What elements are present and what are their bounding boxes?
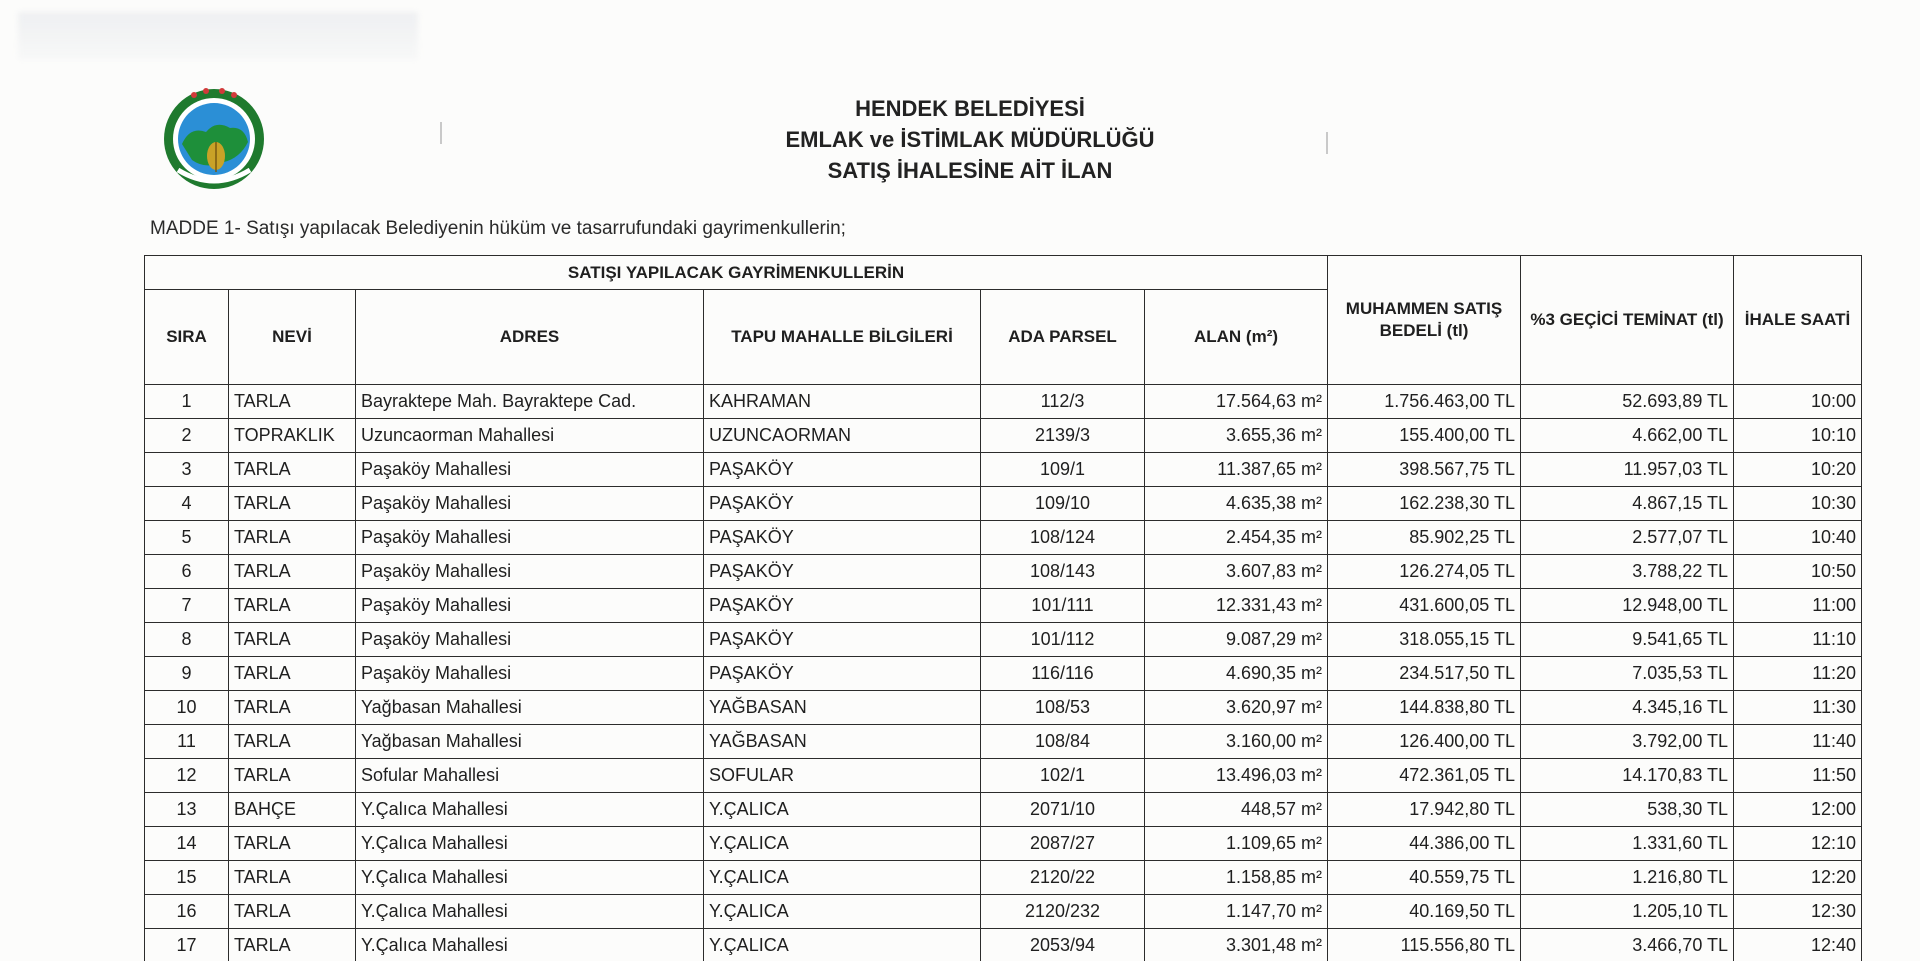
cell-bedel: 115.556,80 TL — [1328, 929, 1521, 961]
cell-nevi: TOPRAKLIK — [229, 419, 356, 453]
cell-ada-parsel: 109/1 — [981, 453, 1145, 487]
table-row — [145, 623, 1862, 657]
cell-alan: 4.635,38 m² — [1145, 487, 1328, 521]
cell-adres: Y.Çalıca Mahallesi — [356, 929, 704, 961]
cell-adres: Paşaköy Mahallesi — [356, 589, 704, 623]
cell-tapu: Y.ÇALICA — [704, 895, 981, 929]
cell-tapu: PAŞAKÖY — [704, 555, 981, 589]
cell-tapu: UZUNCAORMAN — [704, 419, 981, 453]
cell-saat: 10:20 — [1734, 453, 1862, 487]
cell-teminat: 14.170,83 TL — [1521, 759, 1734, 793]
cell-nevi: TARLA — [229, 895, 356, 929]
cell-adres: Paşaköy Mahallesi — [356, 555, 704, 589]
cell-teminat: 9.541,65 TL — [1521, 623, 1734, 657]
cell-sira: 8 — [145, 623, 229, 657]
cell-ada-parsel: 108/84 — [981, 725, 1145, 759]
column-header-saat: İHALE SAATİ — [1734, 256, 1862, 385]
cell-bedel: 1.756.463,00 TL — [1328, 385, 1521, 419]
cell-saat: 12:30 — [1734, 895, 1862, 929]
cell-saat: 10:00 — [1734, 385, 1862, 419]
cell-sira: 1 — [145, 385, 229, 419]
cell-ada-parsel: 108/143 — [981, 555, 1145, 589]
cell-bedel: 162.238,30 TL — [1328, 487, 1521, 521]
cell-nevi: TARLA — [229, 555, 356, 589]
cell-alan: 17.564,63 m² — [1145, 385, 1328, 419]
column-header-sira: SIRA — [145, 290, 229, 385]
cell-tapu: PAŞAKÖY — [704, 487, 981, 521]
cell-sira: 5 — [145, 521, 229, 555]
table-row — [145, 793, 1862, 827]
cell-adres: Sofular Mahallesi — [356, 759, 704, 793]
cell-ada-parsel: 112/3 — [981, 385, 1145, 419]
cell-sira: 3 — [145, 453, 229, 487]
cell-adres: Y.Çalıca Mahallesi — [356, 895, 704, 929]
cell-sira: 4 — [145, 487, 229, 521]
cell-sira: 13 — [145, 793, 229, 827]
header-line-announcement: SATIŞ İHALESİNE AİT İLAN — [827, 158, 1113, 183]
cell-saat: 11:10 — [1734, 623, 1862, 657]
cell-nevi: TARLA — [229, 521, 356, 555]
cell-bedel: 144.838,80 TL — [1328, 691, 1521, 725]
cell-teminat: 1.216,80 TL — [1521, 861, 1734, 895]
cell-nevi: TARLA — [229, 623, 356, 657]
cell-alan: 1.147,70 m² — [1145, 895, 1328, 929]
table-body — [145, 385, 1862, 961]
column-header-ada: ADA PARSEL — [981, 290, 1145, 385]
cell-nevi: TARLA — [229, 589, 356, 623]
cell-nevi: TARLA — [229, 385, 356, 419]
table-row — [145, 521, 1862, 555]
cell-sira: 2 — [145, 419, 229, 453]
cell-adres: Y.Çalıca Mahallesi — [356, 861, 704, 895]
cell-adres: Bayraktepe Mah. Bayraktepe Cad. — [356, 385, 704, 419]
cell-sira: 14 — [145, 827, 229, 861]
scan-mark — [440, 122, 442, 144]
cell-tapu: PAŞAKÖY — [704, 623, 981, 657]
cell-tapu: SOFULAR — [704, 759, 981, 793]
cell-tapu: KAHRAMAN — [704, 385, 981, 419]
cell-nevi: TARLA — [229, 725, 356, 759]
column-header-nevi: NEVİ — [229, 290, 356, 385]
cell-adres: Paşaköy Mahallesi — [356, 657, 704, 691]
header-line-department: EMLAK ve İSTİMLAK MÜDÜRLÜĞÜ — [785, 127, 1155, 152]
cell-teminat: 4.662,00 TL — [1521, 419, 1734, 453]
cell-saat: 11:20 — [1734, 657, 1862, 691]
cell-ada-parsel: 102/1 — [981, 759, 1145, 793]
cell-nevi: TARLA — [229, 691, 356, 725]
cell-tapu: Y.ÇALICA — [704, 827, 981, 861]
cell-saat: 11:50 — [1734, 759, 1862, 793]
group-header-properties: SATIŞI YAPILACAK GAYRİMENKULLERİN — [145, 256, 1328, 290]
cell-bedel: 40.559,75 TL — [1328, 861, 1521, 895]
cell-sira: 12 — [145, 759, 229, 793]
table-row — [145, 453, 1862, 487]
cell-sira: 11 — [145, 725, 229, 759]
cell-saat: 12:00 — [1734, 793, 1862, 827]
cell-ada-parsel: 2087/27 — [981, 827, 1145, 861]
cell-alan: 3.160,00 m² — [1145, 725, 1328, 759]
cell-adres: Y.Çalıca Mahallesi — [356, 827, 704, 861]
cell-alan: 4.690,35 m² — [1145, 657, 1328, 691]
cell-tapu: Y.ÇALICA — [704, 929, 981, 961]
cell-ada-parsel: 109/10 — [981, 487, 1145, 521]
cell-bedel: 155.400,00 TL — [1328, 419, 1521, 453]
cell-sira: 17 — [145, 929, 229, 961]
cell-sira: 7 — [145, 589, 229, 623]
cell-sira: 16 — [145, 895, 229, 929]
cell-nevi: TARLA — [229, 861, 356, 895]
cell-tapu: PAŞAKÖY — [704, 657, 981, 691]
cell-nevi: TARLA — [229, 487, 356, 521]
cell-teminat: 4.345,16 TL — [1521, 691, 1734, 725]
cell-ada-parsel: 101/111 — [981, 589, 1145, 623]
cell-tapu: YAĞBASAN — [704, 725, 981, 759]
cell-adres: Paşaköy Mahallesi — [356, 623, 704, 657]
cell-tapu: PAŞAKÖY — [704, 589, 981, 623]
column-header-tapu: TAPU MAHALLE BİLGİLERİ — [704, 290, 981, 385]
cell-bedel: 431.600,05 TL — [1328, 589, 1521, 623]
cell-ada-parsel: 108/124 — [981, 521, 1145, 555]
column-header-teminat: %3 GEÇİCİ TEMİNAT (tl) — [1521, 256, 1734, 385]
cell-adres: Y.Çalıca Mahallesi — [356, 793, 704, 827]
cell-alan: 3.607,83 m² — [1145, 555, 1328, 589]
scan-mark — [1326, 132, 1328, 154]
cell-teminat: 1.331,60 TL — [1521, 827, 1734, 861]
cell-bedel: 318.055,15 TL — [1328, 623, 1521, 657]
cell-nevi: BAHÇE — [229, 793, 356, 827]
table-row — [145, 929, 1862, 961]
article-intro-text: MADDE 1- Satışı yapılacak Belediyenin hüküm ve tasarrufundaki gayrimenkullerin; — [150, 218, 846, 239]
cell-sira: 9 — [145, 657, 229, 691]
cell-bedel: 126.274,05 TL — [1328, 555, 1521, 589]
cell-saat: 10:10 — [1734, 419, 1862, 453]
cell-adres: Paşaköy Mahallesi — [356, 487, 704, 521]
cell-saat: 10:50 — [1734, 555, 1862, 589]
cell-sira: 15 — [145, 861, 229, 895]
table-row — [145, 589, 1862, 623]
cell-alan: 1.109,65 m² — [1145, 827, 1328, 861]
cell-saat: 12:40 — [1734, 929, 1862, 961]
cell-teminat: 2.577,07 TL — [1521, 521, 1734, 555]
cell-tapu: PAŞAKÖY — [704, 521, 981, 555]
cell-teminat: 52.693,89 TL — [1521, 385, 1734, 419]
cell-sira: 6 — [145, 555, 229, 589]
cell-teminat: 7.035,53 TL — [1521, 657, 1734, 691]
header-line-municipality: HENDEK BELEDİYESİ — [855, 96, 1085, 121]
cell-ada-parsel: 116/116 — [981, 657, 1145, 691]
cell-bedel: 472.361,05 TL — [1328, 759, 1521, 793]
cell-saat: 12:10 — [1734, 827, 1862, 861]
cell-teminat: 11.957,03 TL — [1521, 453, 1734, 487]
cell-saat: 11:30 — [1734, 691, 1862, 725]
cell-alan: 12.331,43 m² — [1145, 589, 1328, 623]
cell-tapu: Y.ÇALICA — [704, 861, 981, 895]
cell-alan: 9.087,29 m² — [1145, 623, 1328, 657]
cell-nevi: TARLA — [229, 929, 356, 961]
document-header — [700, 93, 1240, 186]
cell-saat: 12:20 — [1734, 861, 1862, 895]
cell-bedel: 40.169,50 TL — [1328, 895, 1521, 929]
cell-bedel: 44.386,00 TL — [1328, 827, 1521, 861]
column-header-adres: ADRES — [356, 290, 704, 385]
cell-ada-parsel: 2071/10 — [981, 793, 1145, 827]
cell-bedel: 398.567,75 TL — [1328, 453, 1521, 487]
cell-nevi: TARLA — [229, 759, 356, 793]
cell-alan: 2.454,35 m² — [1145, 521, 1328, 555]
table-row — [145, 725, 1862, 759]
cell-bedel: 85.902,25 TL — [1328, 521, 1521, 555]
cell-tapu: PAŞAKÖY — [704, 453, 981, 487]
cell-teminat: 1.205,10 TL — [1521, 895, 1734, 929]
cell-sira: 10 — [145, 691, 229, 725]
cell-bedel: 234.517,50 TL — [1328, 657, 1521, 691]
cell-alan: 13.496,03 m² — [1145, 759, 1328, 793]
cell-saat: 11:40 — [1734, 725, 1862, 759]
cell-alan: 11.387,65 m² — [1145, 453, 1328, 487]
property-sale-table — [144, 255, 1862, 961]
cell-ada-parsel: 2120/232 — [981, 895, 1145, 929]
cell-saat: 11:00 — [1734, 589, 1862, 623]
table-row — [145, 759, 1862, 793]
cell-ada-parsel: 2053/94 — [981, 929, 1145, 961]
cell-adres: Uzuncaorman Mahallesi — [356, 419, 704, 453]
cell-saat: 10:30 — [1734, 487, 1862, 521]
cell-adres: Yağbasan Mahallesi — [356, 725, 704, 759]
cell-alan: 1.158,85 m² — [1145, 861, 1328, 895]
cell-adres: Paşaköy Mahallesi — [356, 521, 704, 555]
hendek-municipality-logo-icon — [156, 86, 272, 192]
cell-alan: 3.655,36 m² — [1145, 419, 1328, 453]
cell-teminat: 3.792,00 TL — [1521, 725, 1734, 759]
cell-saat: 10:40 — [1734, 521, 1862, 555]
cell-teminat: 3.466,70 TL — [1521, 929, 1734, 961]
cell-alan: 3.301,48 m² — [1145, 929, 1328, 961]
cell-teminat: 12.948,00 TL — [1521, 589, 1734, 623]
cell-alan: 3.620,97 m² — [1145, 691, 1328, 725]
table-row — [145, 419, 1862, 453]
scan-artifact — [18, 12, 418, 60]
table-row — [145, 895, 1862, 929]
cell-bedel: 17.942,80 TL — [1328, 793, 1521, 827]
cell-adres: Yağbasan Mahallesi — [356, 691, 704, 725]
cell-nevi: TARLA — [229, 657, 356, 691]
cell-alan: 448,57 m² — [1145, 793, 1328, 827]
table-row — [145, 691, 1862, 725]
table-row — [145, 487, 1862, 521]
cell-teminat: 4.867,15 TL — [1521, 487, 1734, 521]
cell-tapu: Y.ÇALICA — [704, 793, 981, 827]
cell-ada-parsel: 2120/22 — [981, 861, 1145, 895]
cell-nevi: TARLA — [229, 827, 356, 861]
table-row — [145, 861, 1862, 895]
table-row — [145, 827, 1862, 861]
cell-tapu: YAĞBASAN — [704, 691, 981, 725]
cell-ada-parsel: 108/53 — [981, 691, 1145, 725]
cell-nevi: TARLA — [229, 453, 356, 487]
table-row — [145, 657, 1862, 691]
cell-teminat: 538,30 TL — [1521, 793, 1734, 827]
table-row — [145, 555, 1862, 589]
cell-adres: Paşaköy Mahallesi — [356, 453, 704, 487]
column-header-alan: ALAN (m²) — [1145, 290, 1328, 385]
column-header-bedel: MUHAMMEN SATIŞ BEDELİ (tl) — [1328, 256, 1521, 385]
cell-ada-parsel: 101/112 — [981, 623, 1145, 657]
table-row — [145, 385, 1862, 419]
cell-teminat: 3.788,22 TL — [1521, 555, 1734, 589]
cell-bedel: 126.400,00 TL — [1328, 725, 1521, 759]
cell-ada-parsel: 2139/3 — [981, 419, 1145, 453]
